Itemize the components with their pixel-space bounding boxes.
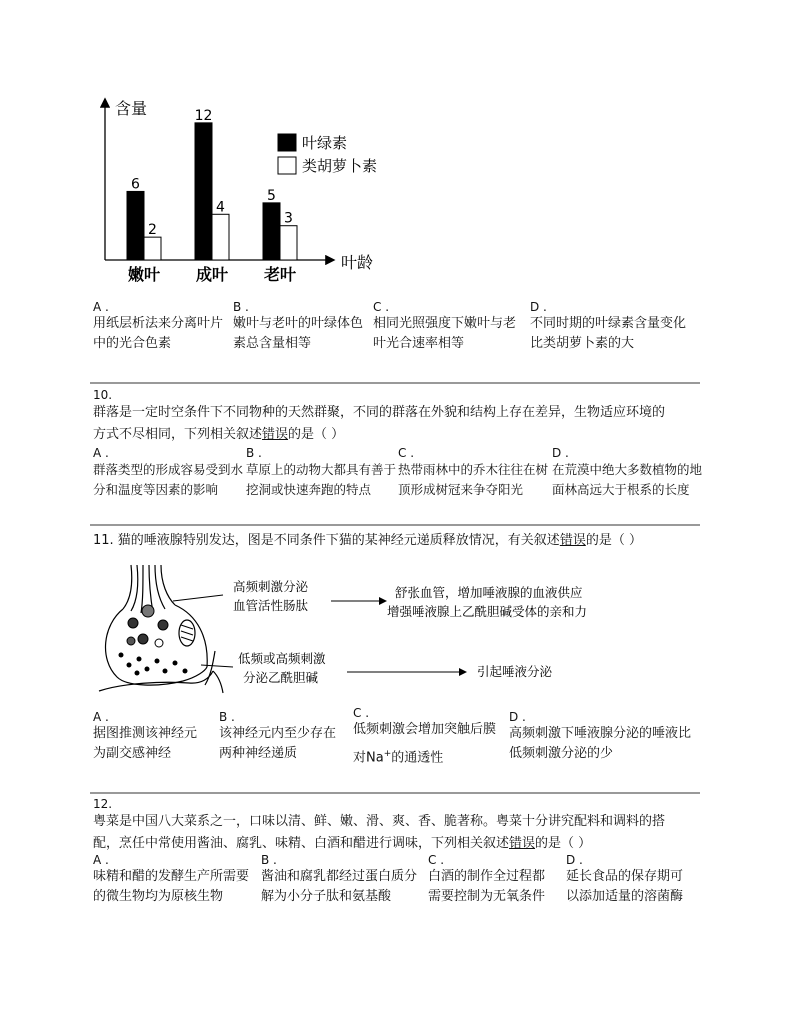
stem-emphasis: 错误 — [262, 427, 289, 442]
data-label: 4 — [216, 199, 225, 216]
option-text-line: 解为小分子肽和氨基酸 — [261, 889, 392, 904]
q11-option-c[interactable] — [353, 706, 496, 768]
option-letter: D . — [552, 446, 569, 460]
legend-swatch-carotenoid — [278, 157, 296, 174]
synaptic-vesicles — [119, 605, 188, 676]
option-letter: C . — [398, 446, 415, 460]
option-text-line: 嫩叶与老叶的叶绿体色 — [233, 316, 364, 331]
option-text-line — [353, 744, 496, 768]
option-text-line: 用纸层析法来分离叶片 — [93, 316, 224, 331]
bar-chlorophyll-0 — [127, 191, 144, 260]
data-label: 12 — [194, 107, 213, 124]
option-text: 群落类型的形成容易受到水分和温度等因素的影响 — [93, 462, 244, 497]
option-text-line: 的微生物均为原核生物 — [93, 889, 224, 904]
option-text: 对Na — [353, 750, 384, 766]
question-12 — [93, 797, 703, 855]
option-letter: B . — [261, 853, 277, 867]
q9-option-b[interactable] — [233, 300, 363, 354]
option-letter: C . — [353, 706, 370, 720]
question-stem-line: 粤菜是中国八大菜系之一，口味以清、鲜、嫩、滑、爽、香、脆著称。粤菜十分讲究配料和调料的搭 — [93, 814, 666, 829]
data-label: 5 — [267, 187, 276, 204]
diagram-label: 舒张血管，增加唾液腺的血液供应 — [395, 585, 583, 600]
divider — [90, 524, 700, 526]
option-text: 草原上的动物大都具有善于挖洞或快速奔跑的特点 — [246, 462, 397, 497]
option-text-line: 延长食品的保存期可 — [566, 869, 684, 884]
option-text-line: 该神经元内至少存在 — [219, 726, 337, 741]
option-text-line: 素总含量相等 — [233, 336, 312, 351]
legend — [278, 134, 377, 175]
q9-option-a[interactable] — [93, 300, 223, 354]
q12-option-c[interactable] — [428, 853, 545, 907]
diagram-label: 分泌乙酰胆碱 — [243, 670, 319, 685]
option-text: 在荒漠中绝大多数植物的地面林高远大于根系的长度 — [552, 462, 703, 497]
bar-chlorophyll-1 — [195, 123, 212, 260]
stem-emphasis: 错误 — [559, 533, 586, 548]
diagram-label: 高频刺激分泌 — [233, 579, 309, 594]
option-text-line: 中的光合色素 — [93, 336, 172, 351]
bar-chlorophyll-2 — [263, 203, 280, 260]
option-text-line: 味精和醋的发酵生产所需要 — [93, 869, 250, 884]
option-text-line: 低频刺激会增加突触后膜 — [353, 722, 497, 737]
bar-chart — [85, 92, 405, 292]
x-axis-label: 叶龄 — [341, 253, 374, 272]
option-text-line: 据图推测该神经元 — [93, 726, 198, 741]
mitochondrion — [179, 620, 195, 646]
data-label: 2 — [148, 222, 157, 239]
category-label: 嫩叶 — [127, 265, 161, 284]
legend-swatch-chlorophyll — [278, 134, 296, 151]
question-10 — [93, 388, 703, 446]
q11-option-b[interactable] — [219, 710, 336, 764]
option-text-line: 比类胡萝卜素的大 — [530, 336, 635, 351]
question-stem-line — [93, 833, 703, 855]
option-text-line: 不同时期的叶绿素含量变化 — [530, 316, 687, 331]
superscript: + — [383, 749, 392, 759]
option-text: 的通透性 — [391, 750, 444, 766]
q12-option-a[interactable] — [93, 853, 249, 907]
diagram-label: 增强唾液腺上乙酰胆碱受体的亲和力 — [387, 604, 588, 619]
option-text-line: 白酒的制作全过程都 — [428, 869, 546, 884]
option-text-line: 两种神经递质 — [219, 746, 298, 761]
question-number: 10. — [93, 388, 113, 402]
stem-text: 的是（ ） — [535, 836, 592, 851]
diagram-label: 低频或高频刺激 — [238, 651, 326, 666]
option-letter: A . — [93, 300, 109, 314]
stem-text: 的是（ ） — [585, 533, 642, 548]
data-label: 3 — [284, 210, 293, 227]
option-text-line: 叶光合速率相等 — [373, 336, 465, 351]
y-axis-label: 含量 — [115, 99, 148, 118]
q12-option-b[interactable] — [261, 853, 417, 907]
option-text-line: 高频刺激下唾液腺分泌的唾液比 — [509, 726, 692, 741]
q11-option-d[interactable] — [509, 710, 691, 764]
data-label: 6 — [131, 176, 140, 193]
legend-label-chlorophyll: 叶绿素 — [302, 134, 348, 152]
q10-option-d[interactable] — [552, 446, 702, 500]
question-stem-line — [93, 424, 703, 446]
option-letter: C . — [373, 300, 390, 314]
q10-option-a[interactable] — [93, 446, 243, 500]
option-letter: D . — [566, 853, 583, 867]
option-letter: D . — [509, 710, 526, 724]
bar-carotenoid-1 — [212, 214, 229, 260]
category-label: 老叶 — [263, 265, 297, 284]
pointer-line — [173, 595, 223, 601]
q12-option-d[interactable] — [566, 853, 683, 907]
stem-emphasis: 错误 — [509, 836, 536, 851]
stem-text: 11. 猫的唾液腺特别发达，图是不同条件下猫的某神经元递质释放情况，有关叙述 — [93, 533, 560, 548]
pointer-line — [201, 665, 233, 667]
option-letter: C . — [428, 853, 445, 867]
q11-option-a[interactable] — [93, 710, 197, 764]
diagram-label: 引起唾液分泌 — [477, 664, 553, 679]
option-letter: B . — [246, 446, 262, 460]
divider — [90, 792, 700, 794]
option-text-line: 相同光照强度下嫩叶与老 — [373, 316, 517, 331]
option-text-line: 为副交感神经 — [93, 746, 172, 761]
option-letter: A . — [93, 710, 109, 724]
divider — [90, 382, 700, 384]
stem-text: 配，烹任中常使用酱油、腐乳、味精、白酒和醋进行调味，下列相关叙述 — [93, 836, 510, 851]
option-text-line: 低频刺激分泌的少 — [509, 746, 614, 761]
legend-label-carotenoid: 类胡萝卜素 — [302, 157, 378, 175]
stem-text: 方式不尽相同，下列相关叙述 — [93, 427, 263, 442]
question-11 — [93, 530, 703, 552]
option-letter: B . — [233, 300, 249, 314]
option-text-line: 需要控制为无氧条件 — [428, 889, 546, 904]
option-letter: D . — [530, 300, 547, 314]
question-number: 12. — [93, 797, 113, 811]
q9-option-c[interactable] — [373, 300, 516, 354]
category-label: 成叶 — [195, 265, 229, 284]
stem-text: 的是（ ） — [288, 427, 345, 442]
q10-option-b[interactable] — [246, 446, 396, 500]
option-letter: B . — [219, 710, 235, 724]
option-letter: A . — [93, 853, 109, 867]
bar-carotenoid-0 — [144, 237, 161, 260]
option-text-line: 以添加适量的溶菌酶 — [566, 889, 684, 904]
bar-carotenoid-2 — [280, 226, 297, 260]
q9-option-d[interactable] — [530, 300, 686, 354]
q10-option-c[interactable] — [398, 446, 550, 500]
option-text-line: 酱油和腐乳都经过蛋白质分 — [261, 869, 418, 884]
option-text: 热带雨林中的乔木往往在树顶形成树冠来争夺阳光 — [398, 462, 549, 497]
option-letter: A . — [93, 446, 109, 460]
synapse-diagram — [93, 563, 653, 698]
question-stem-line: 群落是一定时空条件下不同物种的天然群聚，不同的群落在外貌和结构上存在差异，生物适应环境的 — [93, 405, 666, 420]
diagram-label: 血管活性肠肽 — [233, 598, 309, 613]
bars-group — [127, 108, 297, 284]
